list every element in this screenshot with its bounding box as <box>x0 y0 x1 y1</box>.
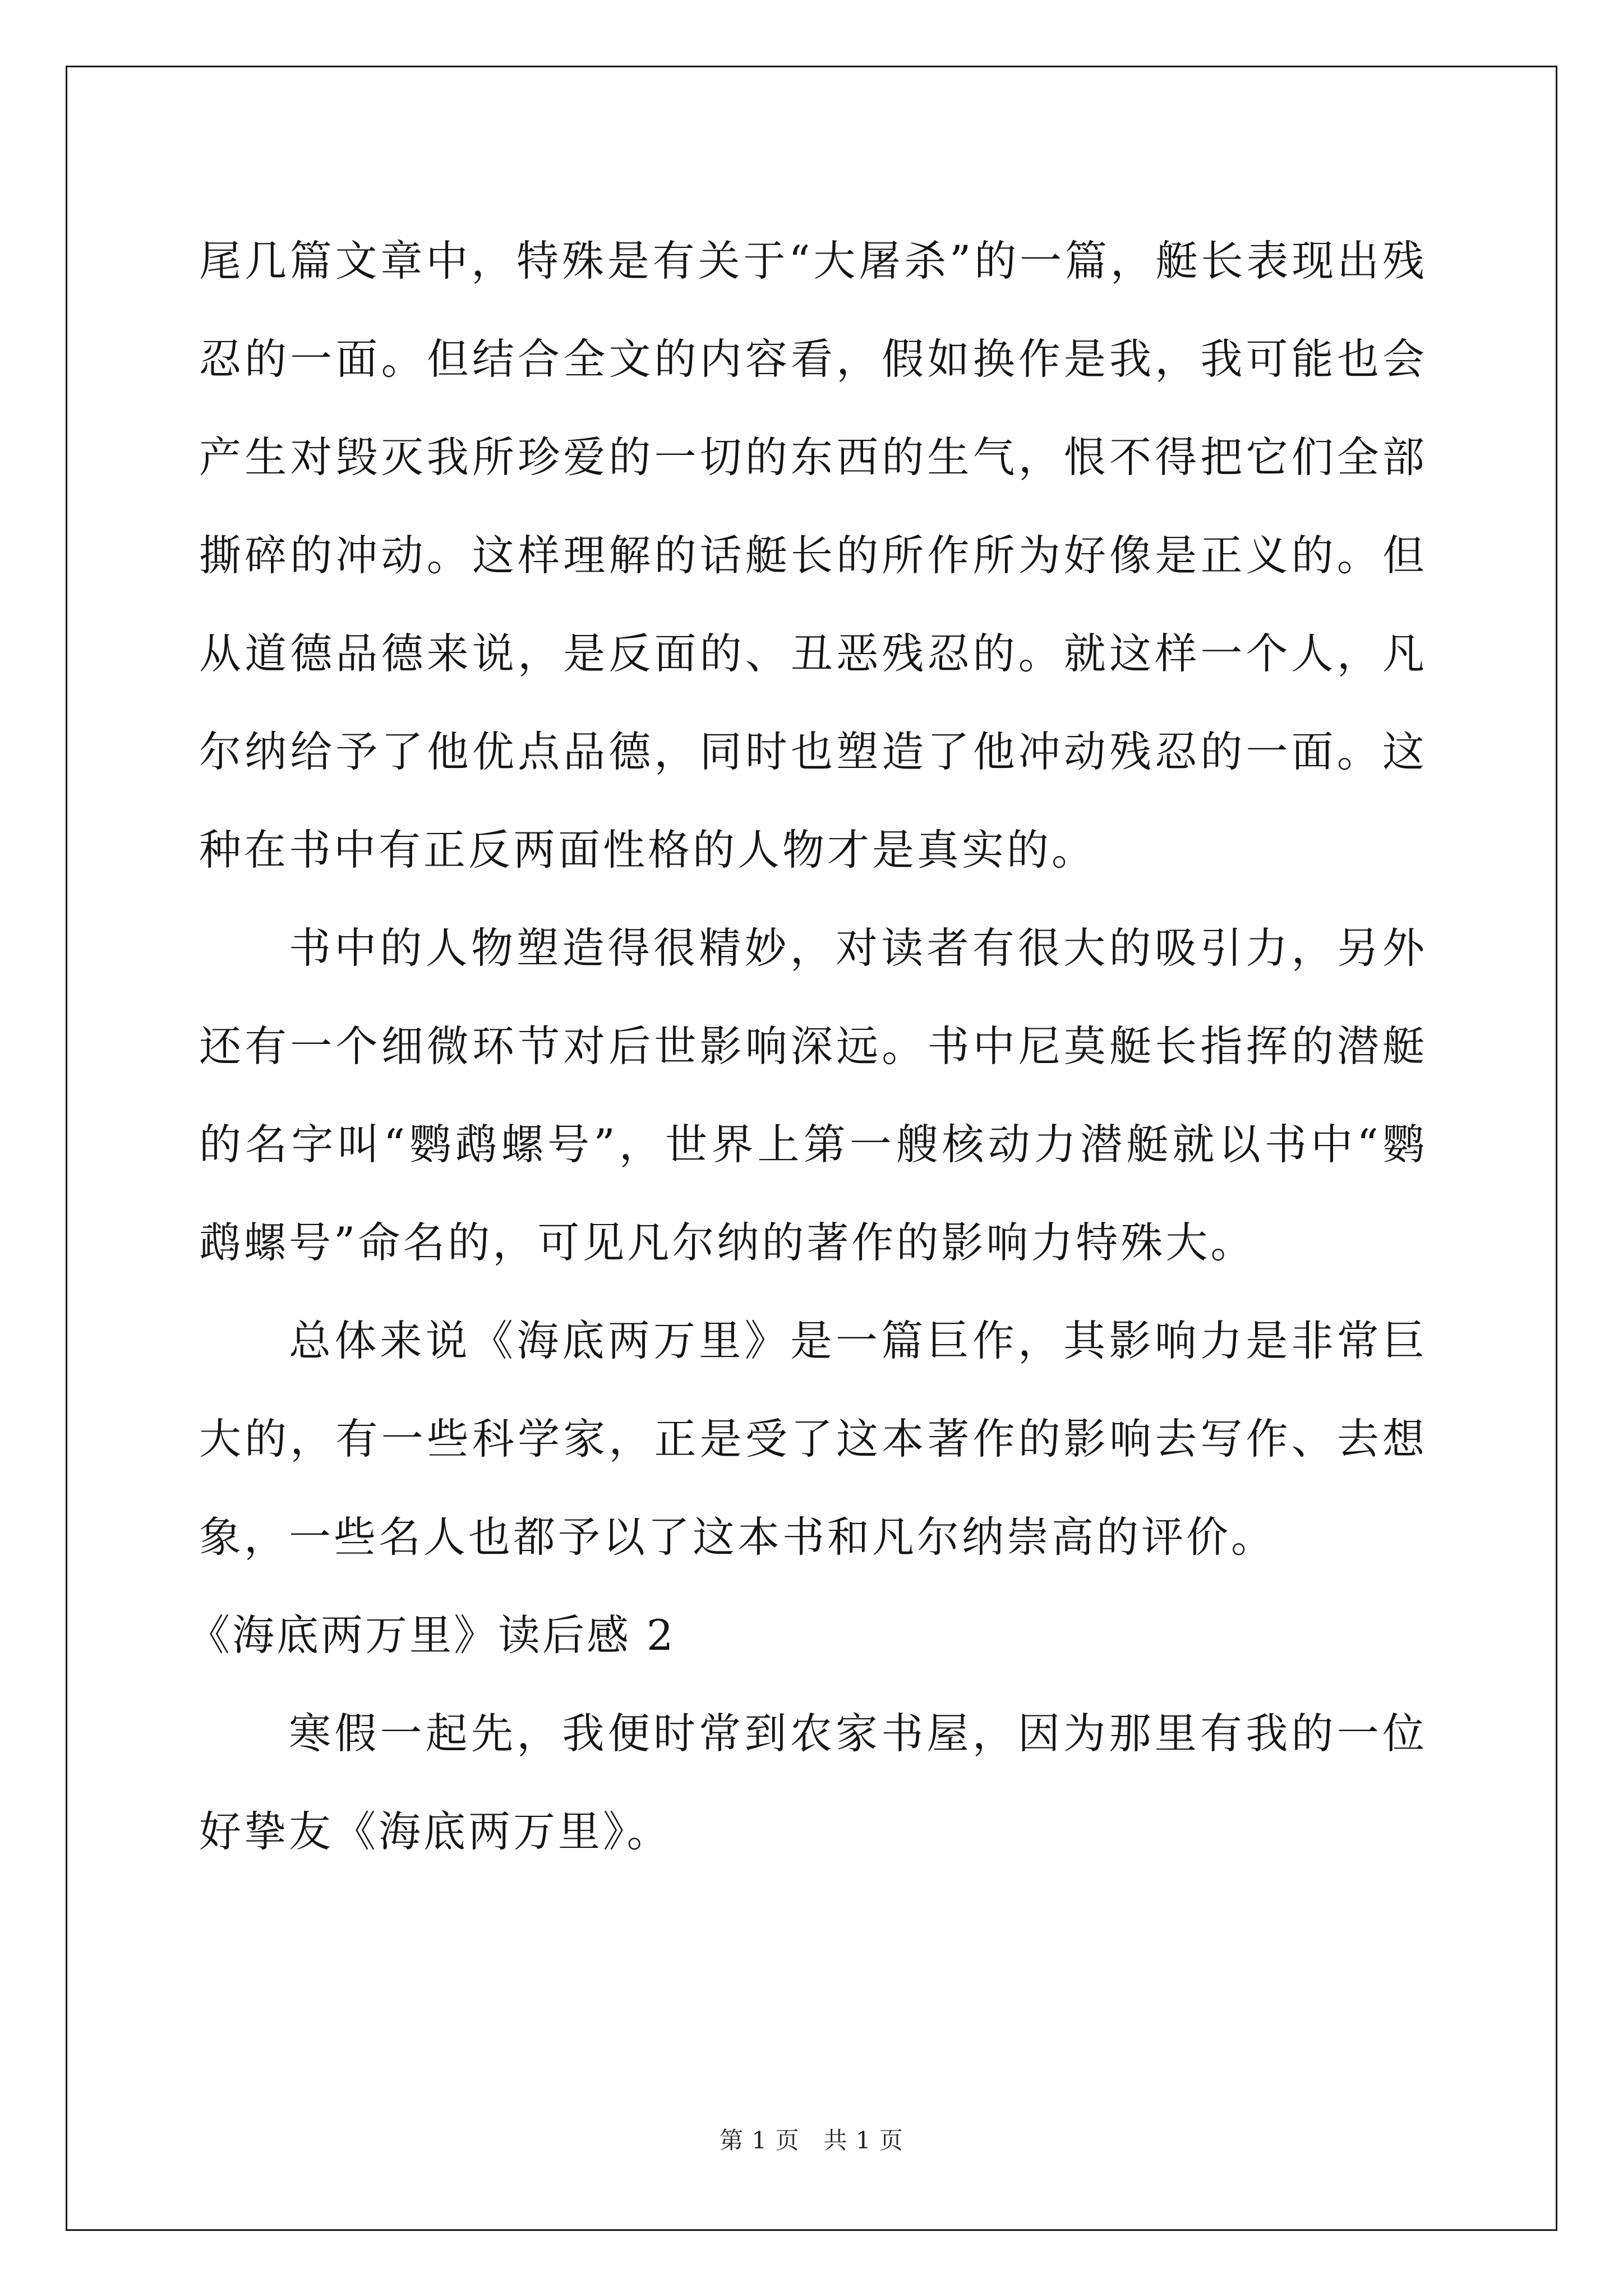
section-heading: 《海底两万里》读后感 2 <box>188 1611 676 1660</box>
paragraph: 书中的人物塑造得很精妙，对读者有很大的吸引力，另外还有一个细微环节对后世影响深远。书中尼莫艇长指挥的潜艇的名字叫“鹦鹉螺号”，世界上第一艘核动力潜艇就以书中“鹦鹉螺号”命名的，可见凡尔纳的著作的影响力特殊大。 <box>199 923 1427 1267</box>
paragraph: 总体来说《海底两万里》是一篇巨作，其影响力是非常巨大的，有一些科学家，正是受了这本著作的影响去写作、去想象，一些名人也都予以了这本书和凡尔纳崇高的评价。 <box>199 1316 1427 1562</box>
paragraph: 尾几篇文章中，特殊是有关于“大屠杀”的一篇，艇长表现出残忍的一面。但结合全文的内容看，假如换作是我，我可能也会产生对毁灭我所珍爱的一切的东西的生气，恨不得把它们全部撕碎的冲动。这样理解的话艇长的所作所为好像是正义的。但从道德品德来说，是反面的、丑恶残忍的。就这样一个人，凡尔纳给予了他优点品德，同时也塑造了他冲动残忍的一面。这种在书中有正反两面性格的人物才是真实的。 <box>199 236 1427 875</box>
document-body <box>188 212 1427 1881</box>
paragraph: 寒假一起先，我便时常到农家书屋，因为那里有我的一位好挚友《海底两万里》。 <box>199 1709 1427 1856</box>
page-number-footer: 第 1 页 共 1 页 <box>720 2127 903 2154</box>
